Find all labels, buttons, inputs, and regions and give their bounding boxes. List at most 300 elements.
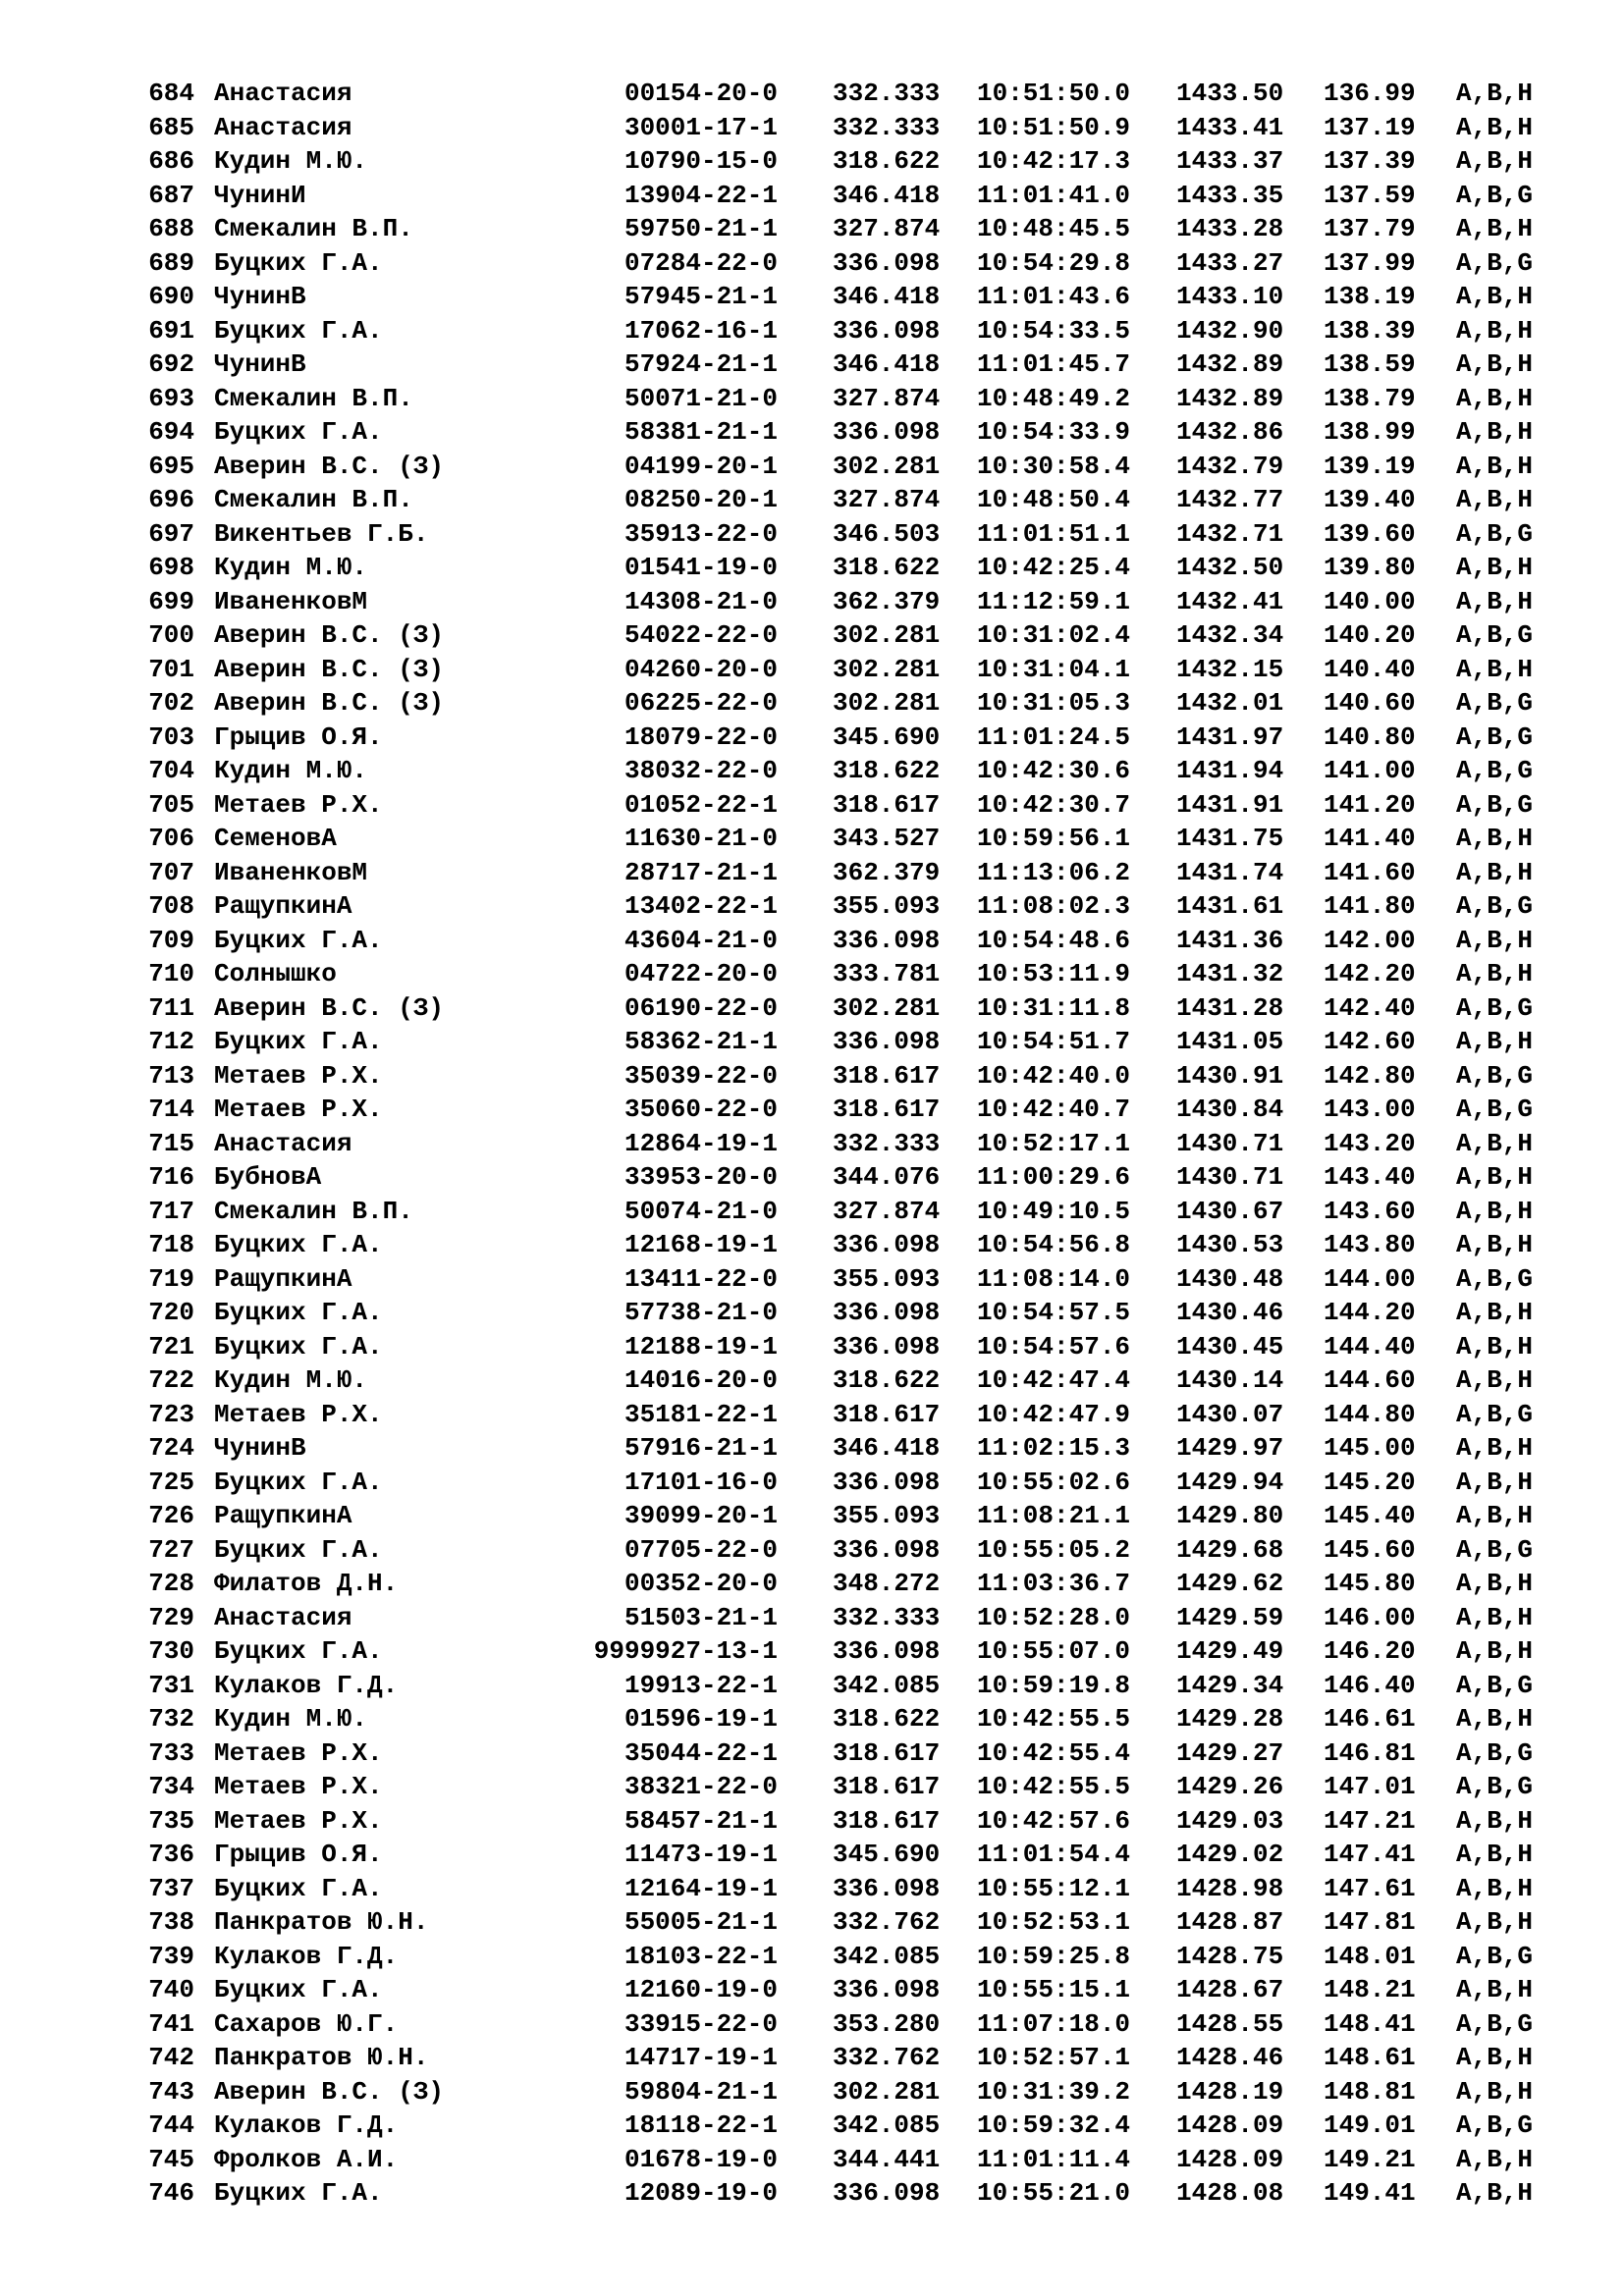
- row-measure-b: 140.60: [1324, 688, 1416, 718]
- row-measure-b: 147.21: [1324, 1805, 1416, 1836]
- row-value: 333.781: [833, 959, 941, 988]
- row-time: 10:59:32.4: [977, 2110, 1131, 2140]
- row-name: Анастасия: [214, 1602, 352, 1632]
- row-id: 01678-19-0: [623, 2144, 778, 2174]
- table-row: [0, 111, 1624, 145]
- row-id: 33915-22-0: [623, 2008, 778, 2039]
- row-time: 10:54:56.8: [977, 1230, 1131, 1259]
- row-number: 745: [148, 2144, 194, 2174]
- row-flags: A,B,H: [1456, 112, 1534, 142]
- row-measure-a: 1430.45: [1176, 1331, 1284, 1362]
- row-name: Буцких Г.А.: [214, 1230, 383, 1259]
- row-number: 703: [148, 721, 194, 752]
- row-number: 708: [148, 891, 194, 921]
- row-measure-b: 138.99: [1324, 417, 1416, 447]
- table-row: [0, 450, 1624, 484]
- row-id: 17062-16-1: [623, 315, 778, 346]
- row-id: 00352-20-0: [623, 1569, 778, 1598]
- table-row: [0, 1499, 1624, 1533]
- row-number: 687: [148, 180, 194, 210]
- row-id: 58457-21-1: [623, 1805, 778, 1836]
- row-flags: A,B,H: [1456, 315, 1534, 346]
- row-flags: A,B,H: [1456, 1128, 1534, 1158]
- table-row: [0, 957, 1624, 991]
- table-row: [0, 144, 1624, 179]
- row-time: 10:42:55.4: [977, 1737, 1131, 1768]
- table-row: [0, 1195, 1624, 1229]
- row-value: 346.503: [833, 518, 941, 549]
- row-measure-a: 1433.28: [1176, 214, 1284, 243]
- row-flags: A,B,G: [1456, 2110, 1534, 2140]
- row-number: 723: [148, 1399, 194, 1429]
- row-time: 11:08:14.0: [977, 1263, 1131, 1294]
- table-row: [0, 1330, 1624, 1364]
- row-flags: A,B,H: [1456, 1196, 1534, 1226]
- row-time: 11:01:24.5: [977, 721, 1131, 752]
- table-row: [0, 280, 1624, 314]
- table-row: [0, 347, 1624, 382]
- row-flags: A,B,H: [1456, 2178, 1534, 2208]
- row-flags: A,B,H: [1456, 2144, 1534, 2174]
- row-id: 12160-19-0: [623, 1975, 778, 2004]
- row-id: 38321-22-0: [623, 1772, 778, 1801]
- row-flags: A,B,H: [1456, 1501, 1534, 1530]
- row-measure-a: 1428.19: [1176, 2076, 1284, 2107]
- row-id: 08250-20-1: [623, 485, 778, 514]
- row-value: 318.617: [833, 1737, 941, 1768]
- row-measure-b: 141.80: [1324, 891, 1416, 921]
- row-value: 336.098: [833, 925, 941, 955]
- row-id: 50074-21-0: [623, 1196, 778, 1226]
- row-id: 04260-20-0: [623, 654, 778, 684]
- row-measure-b: 146.40: [1324, 1670, 1416, 1700]
- row-name: Кудин М.Ю.: [214, 553, 368, 582]
- row-number: 684: [148, 79, 194, 108]
- row-number: 730: [148, 1636, 194, 1666]
- row-id: 55005-21-1: [623, 1907, 778, 1937]
- row-id: 01596-19-1: [623, 1704, 778, 1734]
- table-row: [0, 1702, 1624, 1736]
- row-number: 733: [148, 1737, 194, 1768]
- row-measure-b: 138.39: [1324, 315, 1416, 346]
- row-number: 705: [148, 789, 194, 820]
- row-measure-b: 137.79: [1324, 214, 1416, 243]
- table-row: [0, 754, 1624, 788]
- row-value: 336.098: [833, 1467, 941, 1497]
- row-name: Буцких Г.А.: [214, 1975, 383, 2004]
- row-id: 17101-16-0: [623, 1467, 778, 1497]
- row-time: 10:54:57.5: [977, 1298, 1131, 1327]
- row-measure-b: 148.41: [1324, 2008, 1416, 2039]
- row-id: 12168-19-1: [623, 1230, 778, 1259]
- row-flags: A,B,H: [1456, 1873, 1534, 1903]
- row-flags: A,B,H: [1456, 1907, 1534, 1937]
- table-row: [0, 788, 1624, 823]
- row-id: 33953-20-0: [623, 1162, 778, 1192]
- row-measure-a: 1428.09: [1176, 2144, 1284, 2174]
- row-measure-b: 148.01: [1324, 1941, 1416, 1971]
- row-measure-b: 146.81: [1324, 1737, 1416, 1768]
- row-value: 342.085: [833, 2110, 941, 2140]
- row-value: 344.076: [833, 1162, 941, 1192]
- row-measure-b: 138.19: [1324, 282, 1416, 311]
- row-flags: A,B,H: [1456, 586, 1534, 616]
- row-id: 57924-21-1: [623, 349, 778, 379]
- table-row: [0, 1262, 1624, 1297]
- table-row: [0, 1736, 1624, 1771]
- row-time: 10:59:19.8: [977, 1670, 1131, 1700]
- row-time: 11:13:06.2: [977, 857, 1131, 887]
- row-number: 704: [148, 756, 194, 785]
- row-id: 9999927-13-1: [593, 1636, 778, 1666]
- row-id: 18103-22-1: [623, 1941, 778, 1971]
- row-name: Кудин М.Ю.: [214, 1704, 368, 1734]
- row-measure-a: 1431.75: [1176, 824, 1284, 853]
- row-name: Кудин М.Ю.: [214, 1365, 368, 1395]
- row-number: 689: [148, 247, 194, 278]
- row-id: 59750-21-1: [623, 214, 778, 243]
- row-number: 741: [148, 2008, 194, 2039]
- row-value: 318.617: [833, 1805, 941, 1836]
- row-measure-a: 1430.67: [1176, 1196, 1284, 1226]
- table-row: [0, 1025, 1624, 1059]
- row-value: 345.690: [833, 1840, 941, 1869]
- table-row: [0, 1160, 1624, 1195]
- row-time: 11:00:29.6: [977, 1162, 1131, 1192]
- row-measure-b: 139.60: [1324, 518, 1416, 549]
- row-time: 11:01:45.7: [977, 349, 1131, 379]
- row-time: 10:52:17.1: [977, 1128, 1131, 1158]
- row-measure-a: 1431.36: [1176, 925, 1284, 955]
- row-name: Буцких Г.А.: [214, 417, 383, 447]
- row-number: 742: [148, 2043, 194, 2072]
- row-name: Буцких Г.А.: [214, 1298, 383, 1327]
- row-id: 07284-22-0: [623, 247, 778, 278]
- row-flags: A,B,H: [1456, 1569, 1534, 1598]
- row-name: Буцких Г.А.: [214, 247, 383, 278]
- row-number: 709: [148, 925, 194, 955]
- row-name: Анастасия: [214, 1128, 352, 1158]
- row-number: 735: [148, 1805, 194, 1836]
- table-row: [0, 1533, 1624, 1568]
- row-measure-a: 1431.61: [1176, 891, 1284, 921]
- row-flags: A,B,H: [1456, 1365, 1534, 1395]
- row-measure-b: 141.00: [1324, 756, 1416, 785]
- row-measure-b: 137.99: [1324, 247, 1416, 278]
- row-value: 302.281: [833, 654, 941, 684]
- row-id: 14016-20-0: [623, 1365, 778, 1395]
- row-measure-a: 1431.32: [1176, 959, 1284, 988]
- row-measure-a: 1429.97: [1176, 1433, 1284, 1463]
- row-number: 696: [148, 485, 194, 514]
- row-flags: A,B,G: [1456, 789, 1534, 820]
- row-flags: A,B,H: [1456, 282, 1534, 311]
- row-flags: A,B,G: [1456, 688, 1534, 718]
- row-id: 57916-21-1: [623, 1433, 778, 1463]
- row-id: 18118-22-1: [623, 2110, 778, 2140]
- row-value: 336.098: [833, 1975, 941, 2004]
- row-measure-a: 1432.89: [1176, 383, 1284, 413]
- row-name: РащупкинА: [214, 1501, 352, 1530]
- row-time: 10:42:57.6: [977, 1805, 1131, 1836]
- row-flags: A,B,H: [1456, 1298, 1534, 1327]
- table-row: [0, 1905, 1624, 1940]
- table-row: [0, 991, 1624, 1026]
- row-name: ИваненковМ: [214, 857, 368, 887]
- row-time: 10:55:07.0: [977, 1636, 1131, 1666]
- row-measure-a: 1433.27: [1176, 247, 1284, 278]
- row-number: 718: [148, 1230, 194, 1259]
- row-value: 342.085: [833, 1670, 941, 1700]
- row-time: 10:52:53.1: [977, 1907, 1131, 1937]
- row-name: Буцких Г.А.: [214, 1467, 383, 1497]
- row-id: 35060-22-0: [623, 1095, 778, 1124]
- row-flags: A,B,H: [1456, 1230, 1534, 1259]
- row-number: 688: [148, 214, 194, 243]
- row-measure-b: 146.00: [1324, 1602, 1416, 1632]
- row-value: 336.098: [833, 1027, 941, 1056]
- row-value: 332.333: [833, 1602, 941, 1632]
- table-row: [0, 889, 1624, 924]
- row-id: 04199-20-1: [623, 451, 778, 481]
- table-row: [0, 1431, 1624, 1466]
- row-name: Аверин В.С. (З): [214, 451, 445, 481]
- row-time: 10:54:33.5: [977, 315, 1131, 346]
- row-number: 692: [148, 349, 194, 379]
- table-row: [0, 179, 1624, 213]
- row-value: 318.622: [833, 1365, 941, 1395]
- row-time: 11:01:11.4: [977, 2144, 1131, 2174]
- row-time: 10:51:50.0: [977, 79, 1131, 108]
- row-value: 332.762: [833, 1907, 941, 1937]
- row-time: 10:59:56.1: [977, 824, 1131, 853]
- table-row: [0, 618, 1624, 653]
- row-value: 302.281: [833, 992, 941, 1023]
- row-value: 332.762: [833, 2043, 941, 2072]
- row-number: 736: [148, 1840, 194, 1869]
- row-flags: A,B,H: [1456, 2043, 1534, 2072]
- row-measure-a: 1432.50: [1176, 553, 1284, 582]
- row-measure-b: 147.01: [1324, 1772, 1416, 1801]
- row-value: 318.622: [833, 1704, 941, 1734]
- row-measure-a: 1429.02: [1176, 1840, 1284, 1869]
- row-time: 11:07:18.0: [977, 2008, 1131, 2039]
- table-row: [0, 1398, 1624, 1432]
- row-measure-a: 1430.53: [1176, 1230, 1284, 1259]
- row-measure-a: 1429.34: [1176, 1670, 1284, 1700]
- row-measure-b: 148.61: [1324, 2043, 1416, 2072]
- row-measure-b: 144.60: [1324, 1365, 1416, 1395]
- row-measure-a: 1428.75: [1176, 1941, 1284, 1971]
- table-row: [0, 2041, 1624, 2075]
- row-name: РащупкинА: [214, 1263, 352, 1294]
- row-flags: A,B,G: [1456, 1941, 1534, 1971]
- row-measure-b: 145.40: [1324, 1501, 1416, 1530]
- table-row: [0, 1363, 1624, 1398]
- row-id: 50071-21-0: [623, 383, 778, 413]
- row-time: 10:55:05.2: [977, 1534, 1131, 1565]
- row-id: 12089-19-0: [623, 2178, 778, 2208]
- table-row: [0, 1228, 1624, 1262]
- row-value: 336.098: [833, 1636, 941, 1666]
- row-measure-b: 139.19: [1324, 451, 1416, 481]
- row-id: 10790-15-0: [623, 146, 778, 176]
- row-measure-a: 1432.41: [1176, 586, 1284, 616]
- row-measure-a: 1433.35: [1176, 180, 1284, 210]
- table-row: [0, 686, 1624, 721]
- row-number: 698: [148, 553, 194, 582]
- row-number: 725: [148, 1467, 194, 1497]
- row-name: Кулаков Г.Д.: [214, 1941, 399, 1971]
- table-row: [0, 1973, 1624, 2007]
- row-id: 11473-19-1: [623, 1840, 778, 1869]
- row-measure-a: 1429.62: [1176, 1569, 1284, 1598]
- row-name: РащупкинА: [214, 891, 352, 921]
- row-measure-b: 146.20: [1324, 1636, 1416, 1666]
- row-name: ИваненковМ: [214, 586, 368, 616]
- row-flags: A,B,G: [1456, 247, 1534, 278]
- row-name: Кудин М.Ю.: [214, 756, 368, 785]
- row-id: 54022-22-0: [623, 620, 778, 650]
- row-measure-a: 1430.46: [1176, 1298, 1284, 1327]
- row-flags: A,B,H: [1456, 383, 1534, 413]
- row-value: 346.418: [833, 180, 941, 210]
- row-measure-b: 138.59: [1324, 349, 1416, 379]
- row-value: 318.617: [833, 1399, 941, 1429]
- row-measure-b: 141.40: [1324, 824, 1416, 853]
- row-id: 04722-20-0: [623, 959, 778, 988]
- row-name: Смекалин В.П.: [214, 1196, 413, 1226]
- row-id: 01052-22-1: [623, 789, 778, 820]
- row-number: 720: [148, 1298, 194, 1327]
- row-value: 318.617: [833, 1772, 941, 1801]
- row-measure-b: 139.40: [1324, 485, 1416, 514]
- table-row: [0, 856, 1624, 890]
- row-measure-b: 149.01: [1324, 2110, 1416, 2140]
- row-value: 362.379: [833, 857, 941, 887]
- row-measure-a: 1428.46: [1176, 2043, 1284, 2072]
- row-time: 10:49:10.5: [977, 1196, 1131, 1226]
- row-value: 336.098: [833, 1230, 941, 1259]
- row-measure-b: 142.40: [1324, 992, 1416, 1023]
- row-name: Фролков А.И.: [214, 2144, 399, 2174]
- row-value: 332.333: [833, 1128, 941, 1158]
- row-number: 690: [148, 282, 194, 311]
- row-measure-b: 140.40: [1324, 654, 1416, 684]
- row-measure-b: 149.21: [1324, 2144, 1416, 2174]
- row-measure-a: 1431.05: [1176, 1027, 1284, 1056]
- row-name: Викентьев Г.Б.: [214, 518, 429, 549]
- row-flags: A,B,G: [1456, 1263, 1534, 1294]
- row-value: 336.098: [833, 2178, 941, 2208]
- row-id: 57738-21-0: [623, 1298, 778, 1327]
- row-flags: A,B,H: [1456, 1467, 1534, 1497]
- row-time: 10:30:58.4: [977, 451, 1131, 481]
- row-value: 336.098: [833, 417, 941, 447]
- row-time: 10:54:33.9: [977, 417, 1131, 447]
- row-id: 07705-22-0: [623, 1534, 778, 1565]
- table-row: [0, 2109, 1624, 2143]
- row-id: 13411-22-0: [623, 1263, 778, 1294]
- row-time: 10:59:25.8: [977, 1941, 1131, 1971]
- row-name: Буцких Г.А.: [214, 1534, 383, 1565]
- row-flags: A,B,H: [1456, 1704, 1534, 1734]
- row-measure-a: 1429.26: [1176, 1772, 1284, 1801]
- row-id: 12188-19-1: [623, 1331, 778, 1362]
- row-number: 695: [148, 451, 194, 481]
- row-flags: A,B,H: [1456, 146, 1534, 176]
- table-row: [0, 1872, 1624, 1906]
- table-row: [0, 314, 1624, 348]
- row-name: Аверин В.С. (З): [214, 992, 445, 1023]
- row-flags: A,B,G: [1456, 180, 1534, 210]
- row-value: 346.418: [833, 1433, 941, 1463]
- row-number: 701: [148, 654, 194, 684]
- row-flags: A,B,G: [1456, 721, 1534, 752]
- row-flags: A,B,H: [1456, 1331, 1534, 1362]
- row-name: ЧунинВ: [214, 1433, 306, 1463]
- row-time: 10:55:21.0: [977, 2178, 1131, 2208]
- row-measure-a: 1429.94: [1176, 1467, 1284, 1497]
- row-number: 700: [148, 620, 194, 650]
- row-number: 726: [148, 1501, 194, 1530]
- table-row: [0, 1127, 1624, 1161]
- row-value: 336.098: [833, 1873, 941, 1903]
- row-id: 00154-20-0: [623, 79, 778, 108]
- row-time: 11:01:51.1: [977, 518, 1131, 549]
- row-measure-b: 143.60: [1324, 1196, 1416, 1226]
- row-flags: A,B,H: [1456, 79, 1534, 108]
- row-measure-a: 1428.55: [1176, 2008, 1284, 2039]
- row-id: 35913-22-0: [623, 518, 778, 549]
- row-measure-b: 149.41: [1324, 2178, 1416, 2208]
- row-id: 35044-22-1: [623, 1737, 778, 1768]
- row-name: Метаев Р.Х.: [214, 1805, 383, 1836]
- row-measure-b: 143.20: [1324, 1128, 1416, 1158]
- row-number: 716: [148, 1162, 194, 1192]
- row-measure-b: 148.81: [1324, 2076, 1416, 2107]
- row-measure-b: 145.00: [1324, 1433, 1416, 1463]
- row-name: Смекалин В.П.: [214, 485, 413, 514]
- row-measure-a: 1429.80: [1176, 1501, 1284, 1530]
- row-id: 38032-22-0: [623, 756, 778, 785]
- row-value: 302.281: [833, 688, 941, 718]
- results-list: [0, 77, 1624, 2211]
- row-flags: A,B,H: [1456, 1975, 1534, 2004]
- row-flags: A,B,H: [1456, 654, 1534, 684]
- row-time: 10:42:40.0: [977, 1060, 1131, 1091]
- row-number: 744: [148, 2110, 194, 2140]
- row-measure-a: 1432.86: [1176, 417, 1284, 447]
- row-value: 332.333: [833, 79, 941, 108]
- row-measure-a: 1431.28: [1176, 992, 1284, 1023]
- row-value: 318.622: [833, 146, 941, 176]
- row-measure-b: 147.81: [1324, 1907, 1416, 1937]
- row-number: 694: [148, 417, 194, 447]
- table-row: [0, 1804, 1624, 1839]
- row-flags: A,B,G: [1456, 1670, 1534, 1700]
- row-time: 11:02:15.3: [977, 1433, 1131, 1463]
- row-measure-a: 1428.08: [1176, 2178, 1284, 2208]
- row-flags: A,B,H: [1456, 451, 1534, 481]
- row-measure-b: 142.60: [1324, 1027, 1416, 1056]
- row-measure-a: 1432.90: [1176, 315, 1284, 346]
- row-name: ЧунинВ: [214, 349, 306, 379]
- row-flags: A,B,H: [1456, 553, 1534, 582]
- row-time: 10:55:15.1: [977, 1975, 1131, 2004]
- row-value: 346.418: [833, 282, 941, 311]
- row-value: 336.098: [833, 1331, 941, 1362]
